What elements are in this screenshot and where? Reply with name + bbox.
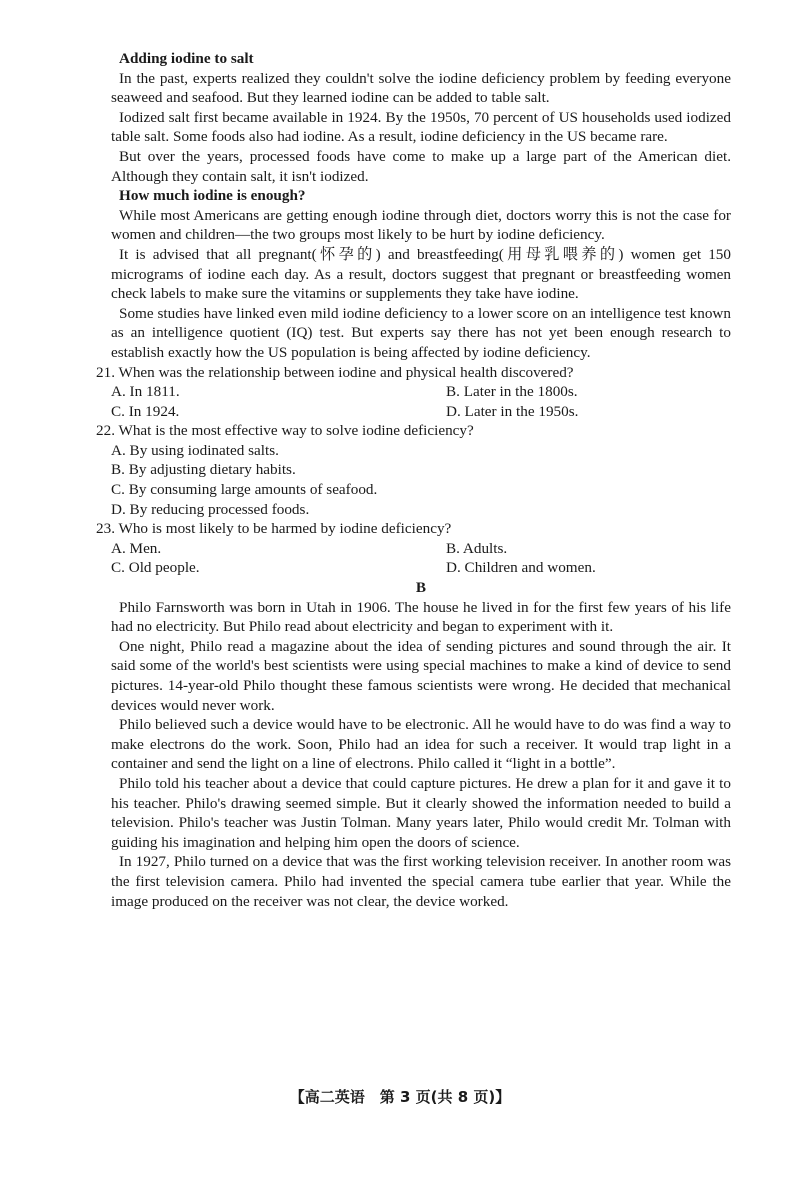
question-23-options <box>111 539 731 578</box>
question-22-options <box>111 441 731 519</box>
section-heading-adding-iodine: Adding iodine to salt <box>119 50 254 67</box>
option-d: D. Later in the 1950s. <box>446 402 579 420</box>
paragraph: Iodized salt first became available in 1924. By the 1950s, 70 percent of US households used iodized table salt. Some foods also had iodine. As a result, iodine deficiency in the US became rare. <box>111 108 731 146</box>
paragraph: While most Americans are getting enough iodine through diet, doctors worry this is not the case for women and children—the two groups most likely to be hurt by iodine deficiency. <box>111 206 731 244</box>
paragraph: Philo Farnsworth was born in Utah in 1906. The house he lived in for the first few years of his life had no electricity. But Philo read about electricity and began to experiment with it. <box>111 598 731 636</box>
option-d: D. Children and women. <box>446 559 596 577</box>
option-c: C. In 1924. <box>111 402 180 420</box>
question-21-stem: 21. When was the relationship between iodine and physical health discovered? <box>96 363 574 381</box>
option-b: B. Adults. <box>446 539 508 557</box>
page-footer: 【高二英语 第 3 页(共 8 页)】 <box>289 1088 511 1106</box>
paragraph: One night, Philo read a magazine about the idea of sending pictures and sound through the air. It said some of the world's best scientists were using special machines to make a kind of device to send pictures. 14-year-old Philo thought these famous scientists were wrong. He decided that mechanical devices would never work. <box>111 637 731 714</box>
option-a: A. Men. <box>111 539 162 557</box>
paragraph: But over the years, processed foods have come to make up a large part of the American diet. Although they contain salt, it isn't iodized. <box>111 147 731 185</box>
option-a: A. By using iodinated salts. <box>111 441 279 459</box>
option-b: B. By adjusting dietary habits. <box>111 461 296 479</box>
paragraph: It is advised that all pregnant(怀孕的) and breastfeeding(用母乳喂养的) women get 150 micrograms of iodine each day. As a result, doctors suggest that pregnant or breastfeeding women check labels to make sure the vitamins or supplements they take have iodine. <box>111 245 731 303</box>
option-a: A. In 1811. <box>111 383 180 401</box>
paragraph: Philo told his teacher about a device that could capture pictures. He drew a plan for it and gave it to his teacher. Philo's drawing seemed simple. But it clearly showed the information needed to build a television. Philo's teacher was Justin Tolman. Many years later, Philo would credit Mr. Tolman with guiding his imagination and helping him open the doors of science. <box>111 774 731 851</box>
document-body <box>96 49 731 911</box>
option-c: C. By consuming large amounts of seafood. <box>111 481 378 499</box>
option-b: B. Later in the 1800s. <box>446 383 578 401</box>
question-23-stem: 23. Who is most likely to be harmed by iodine deficiency? <box>96 520 452 538</box>
question-22-stem: 22. What is the most effective way to solve iodine deficiency? <box>96 422 474 440</box>
paragraph: Philo believed such a device would have to be electronic. All he would have to do was find a way to make electrons do the work. Soon, Philo had an idea for such a receiver. It would trap light in a container and send the light on a line of electrons. Philo called it “light in a bottle”. <box>111 716 731 773</box>
question-21-options <box>111 382 731 421</box>
paragraph: Some studies have linked even mild iodine deficiency to a lower score on an intelligence test known as an intelligence quotient (IQ) test. But experts say there has not yet been enough research to establish exactly how the US population is being affected by iodine deficiency. <box>111 304 731 361</box>
paragraph: In the past, experts realized they couldn't solve the iodine deficiency problem by feeding everyone seaweed and seafood. But they learned iodine can be added to table salt. <box>111 69 731 107</box>
section-heading-how-much-iodine: How much iodine is enough? <box>119 187 306 205</box>
paragraph: In 1927, Philo turned on a device that was the first working television receiver. In another room was the first television camera. Philo had invented the special camera tube earlier that year. While the image produced on the receiver was not clear, the device worked. <box>111 853 731 910</box>
option-c: C. Old people. <box>111 559 200 577</box>
option-d: D. By reducing processed foods. <box>111 500 310 518</box>
section-label-b: B <box>415 579 427 597</box>
